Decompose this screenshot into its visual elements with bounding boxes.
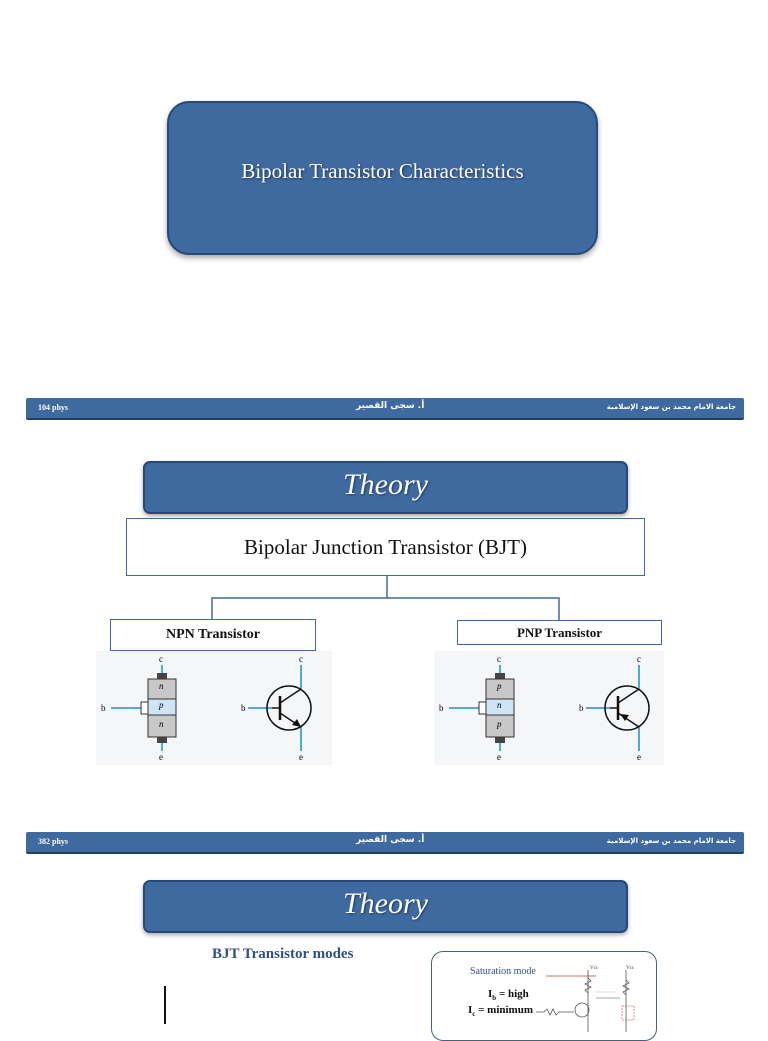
npn-diagram xyxy=(96,651,332,765)
pnp-layer-bottom: p xyxy=(497,719,502,729)
npn-symbol-emitter: e xyxy=(299,752,303,762)
slide3-header-bar xyxy=(26,832,744,854)
ib-condition xyxy=(488,988,529,1002)
npn-layer-bottom: n xyxy=(159,719,164,729)
modes-title: BJT Transistor modes xyxy=(212,946,354,962)
pnp-symbol-emitter: e xyxy=(637,752,641,762)
pnp-layer-middle: n xyxy=(497,700,502,710)
saturation-label: Saturation mode xyxy=(470,966,536,977)
saturation-circuit-icon xyxy=(536,962,656,1041)
ic-value: = minimum xyxy=(475,1004,533,1016)
pnp-layer-top: p xyxy=(497,681,502,691)
saturation-panel xyxy=(431,951,657,1041)
university-name: جامعة الامام محمد بن سعود الإسلامية xyxy=(606,403,736,411)
theory-heading: Theory xyxy=(343,467,428,501)
npn-label: NPN Transistor xyxy=(166,627,260,642)
ib-subscript: b xyxy=(492,994,497,1003)
pnp-label: PNP Transistor xyxy=(516,624,603,640)
slide3-theory-heading-box xyxy=(143,880,628,933)
npn-block-emitter: e xyxy=(159,752,163,762)
course-code: 104 phys xyxy=(38,403,69,412)
npn-symbol-collector: c xyxy=(299,654,303,664)
pnp-block-collector: c xyxy=(497,654,501,664)
npn-block-base: b xyxy=(101,703,106,713)
pnp-block-base: b xyxy=(439,703,444,713)
vcc-label-2: Vcc xyxy=(626,966,635,971)
slide3-theory-heading: Theory xyxy=(343,886,428,920)
pnp-label-box xyxy=(457,620,662,645)
pnp-symbol-base: b xyxy=(579,703,584,713)
npn-symbol-icon xyxy=(236,651,332,765)
vcc-label-1: Vcc xyxy=(590,966,599,971)
instructor-name: أ. سجى القصير xyxy=(356,401,425,411)
ic-subscript: c xyxy=(472,1010,476,1019)
slide-title: Bipolar Transistor Characteristics xyxy=(241,158,524,183)
pnp-symbol-icon xyxy=(574,651,664,765)
slide3-course-code: 382 phys xyxy=(38,837,69,846)
axis-line xyxy=(164,986,166,1024)
slide3-instructor-name: أ. سجى القصير xyxy=(356,835,425,845)
npn-block-collector: c xyxy=(159,654,163,664)
ic-symbol: I xyxy=(468,1004,473,1016)
slide3-university-name: جامعة الامام محمد بن سعود الإسلامية xyxy=(606,837,736,845)
ic-condition xyxy=(468,1004,533,1018)
npn-layer-middle: p xyxy=(159,700,164,710)
npn-label-box xyxy=(110,619,316,651)
npn-symbol-base: b xyxy=(241,703,246,713)
ib-symbol: I xyxy=(488,988,493,1000)
pnp-block-emitter: e xyxy=(497,752,501,762)
pnp-diagram xyxy=(434,651,664,765)
pnp-symbol-collector: c xyxy=(637,654,641,664)
bjt-title: Bipolar Junction Transistor (BJT) xyxy=(244,534,527,559)
npn-layer-top: n xyxy=(159,681,164,691)
ib-value: = high xyxy=(496,988,529,1000)
